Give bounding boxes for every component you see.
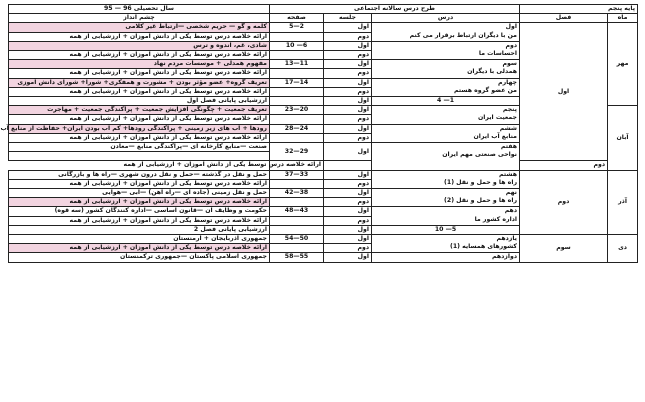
outlook-cell: شادی، غم، اندوه و ترس — [9, 41, 270, 50]
term-first: اول — [520, 23, 608, 161]
col-term: فصل — [520, 14, 608, 23]
page-cell: 20—23 — [270, 106, 324, 115]
outlook-cell: کلمه و گو — حریم شخصی —ارتباط غیر کلامی — [9, 23, 270, 32]
outlook-cell — [9, 152, 270, 161]
session-cell: دوم — [324, 51, 372, 60]
session-cell: اول — [324, 225, 372, 234]
term-second: دوم — [520, 170, 608, 234]
page-cell — [270, 97, 324, 106]
term-third: سوم — [520, 235, 608, 263]
table-row — [9, 161, 638, 170]
session-cell: اول — [324, 106, 372, 115]
lesson-3: سوم همدلی با دیگران — [372, 60, 520, 78]
outlook-cell: تعریف جمعیت + چگونگی افزایش جمعیت + پراکندگی جمعیت + مهاجرت — [9, 106, 270, 115]
outlook-cell: حکومت و وظایف آن —قانون اساسی —اداره کنندگان کشور (سه قوه) — [9, 207, 270, 216]
outlook-cell: ارائه خلاصه درس توسط یکی از دانش آموزان + ارزشیابی از همه — [9, 216, 270, 225]
session-cell: اول — [324, 189, 372, 198]
page-cell — [270, 69, 324, 78]
session-cell: دوم — [324, 87, 372, 96]
outlook-cell: تعریف گروه+ عضو مؤثر بودن + مشورت و همفکری+ شورا+ شورای دانش آموزی — [9, 78, 270, 87]
col-page: صفحه — [270, 14, 324, 23]
session-cell: دوم — [324, 133, 372, 142]
lesson-range-5-10: 5— 10 — [372, 225, 520, 234]
outlook-cell: ارائه خلاصه درس توسط یکی از دانش آموزان + ارزشیابی از همه — [270, 161, 324, 170]
outlook-cell: حمل و نقل در گذشته —حمل و نقل درون شهری —راه ها و بازرگانی — [9, 170, 270, 179]
session-cell: دوم — [324, 179, 372, 188]
lesson-6: ششم منابع آب ایران — [372, 124, 520, 142]
session-cell: دوم — [520, 161, 608, 170]
outlook-cell: رودها + آب های زیر زمینی + پراکندگی رودها+ کم آب بودن ایران+ حفاظت از منابع آب — [9, 124, 270, 133]
outlook-cell: ارزشیابی پایانی فصل 2 — [9, 225, 270, 234]
month-aban: آبان — [608, 106, 638, 170]
page-cell — [270, 216, 324, 225]
lesson-range-1-4: 1— 4 — [372, 97, 520, 106]
header-row-columns — [9, 14, 638, 23]
session-cell: دوم — [324, 244, 372, 253]
session-cell: دوم — [324, 198, 372, 207]
page-cell: 29—32 — [270, 143, 324, 161]
session-cell: اول — [324, 207, 372, 216]
page-cell — [270, 32, 324, 41]
page-cell — [270, 179, 324, 188]
page-cell — [270, 133, 324, 142]
outlook-cell: ارائه خلاصه درس توسط یکی از دانش آموزان + ارزشیابی از همه — [9, 244, 270, 253]
month-dey: دی — [608, 235, 638, 263]
session-cell: دوم — [324, 216, 372, 225]
outlook-cell: مفهوم همدلی + موسسات مردم نهاد — [9, 60, 270, 69]
table-row — [9, 23, 638, 32]
table-row — [9, 170, 638, 179]
outlook-cell: ارائه خلاصه درس توسط یکی از دانش آموزان + ارزشیابی از همه — [9, 198, 270, 207]
lesson-12: دوازدهم — [372, 253, 520, 262]
session-cell: اول — [324, 97, 372, 106]
col-month: ماه — [608, 14, 638, 23]
page-cell: 38—42 — [270, 189, 324, 198]
month-mehr: مهر — [608, 23, 638, 106]
page-cell: 14—17 — [270, 78, 324, 87]
col-outlook: چشم انداز — [9, 14, 270, 23]
session-cell: اول — [324, 235, 372, 244]
outlook-cell: ارائه خلاصه درس توسط یکی از دانش آموزان + ارزشیابی از همه — [9, 51, 270, 60]
session-cell: دوم — [324, 32, 372, 41]
outlook-cell: جمهوری اسلامی پاکستان —جمهوری ترکمنستان — [9, 253, 270, 262]
grade-label: پایه پنجم — [520, 5, 638, 14]
page-cell: 55—58 — [270, 253, 324, 262]
outlook-cell: ارائه خلاصه درس توسط یکی از دانش آموزان + ارزشیابی از همه — [9, 179, 270, 188]
col-session: جلسه — [324, 14, 372, 23]
session-cell: اول — [324, 23, 372, 32]
page-cell — [270, 244, 324, 253]
session-cell: اول — [324, 170, 372, 179]
lesson-11: یازدهم کشورهای همسایه (1) — [372, 235, 520, 253]
session-cell: دوم — [324, 115, 372, 124]
outlook-cell: حمل و نقل زمینی (جاده ای —راه آهن) —آبی —هوایی — [9, 189, 270, 198]
plan-title: طرح درس سالانه اجتماعی — [270, 5, 520, 14]
table-row — [9, 235, 638, 244]
session-cell: اول — [324, 253, 372, 262]
outlook-cell: جمهوری آذربایجان + ارمنستان — [9, 235, 270, 244]
lesson-4: چهارم من عضو گروه هستم — [372, 78, 520, 96]
lesson-1: اول من با دیگران ارتباط برقرار می کنم — [372, 23, 520, 41]
lesson-5: پنجم جمعیت ایران — [372, 106, 520, 124]
page-cell: 24—28 — [270, 124, 324, 133]
outlook-cell: ارزشیابی پایانی فصل اول — [9, 97, 270, 106]
page-cell — [270, 51, 324, 60]
header-row-top — [9, 5, 638, 14]
col-lesson: درس — [372, 14, 520, 23]
page-cell — [270, 198, 324, 207]
lesson-plan-table — [0, 4, 638, 263]
school-year: سال تحصیلی 96 — 95 — [9, 5, 270, 14]
session-cell: اول — [324, 124, 372, 133]
month-azar: آذر — [608, 170, 638, 234]
session-cell: اول — [324, 78, 372, 87]
lesson-9: نهم راه ها و حمل و نقل (2) — [372, 189, 520, 207]
page-cell: 6— 10 — [270, 41, 324, 50]
session-cell: اول — [324, 143, 372, 161]
lesson-2: دوم احساسات ما — [372, 41, 520, 59]
lesson-7: هفتم نواحی صنعتی مهم ایران — [372, 143, 520, 171]
outlook-cell: ارائه خلاصه درس توسط یکی از دانش آموزان + ارزشیابی از همه — [9, 32, 270, 41]
page-cell — [270, 87, 324, 96]
page-cell: 50—54 — [270, 235, 324, 244]
page-cell — [324, 161, 372, 170]
session-cell: اول — [324, 60, 372, 69]
session-cell: دوم — [324, 69, 372, 78]
page-cell — [270, 115, 324, 124]
lesson-8: هشتم راه ها و حمل و نقل (1) — [372, 170, 520, 188]
session-cell: اول — [324, 41, 372, 50]
outlook-cell: ارائه خلاصه درس توسط یکی از دانش آموزان + ارزشیابی از همه — [9, 69, 270, 78]
outlook-cell: ارائه خلاصه درس توسط یکی از دانش آموزان + ارزشیابی از همه — [9, 115, 270, 124]
page-cell: 33—37 — [270, 170, 324, 179]
page-cell — [270, 225, 324, 234]
page-cell: 11—13 — [270, 60, 324, 69]
outlook-cell: ارائه خلاصه درس توسط یکی از دانش آموزان + ارزشیابی از همه — [9, 133, 270, 142]
lesson-10: دهم اداره کشور ما — [372, 207, 520, 225]
outlook-cell: ارائه خلاصه درس توسط یکی از دانش آموزان + ارزشیابی از همه — [9, 87, 270, 96]
page-cell: 2—5 — [270, 23, 324, 32]
outlook-cell: صنعت —منابع کارخانه ای —پراکندگی منابع —معادن — [9, 143, 270, 152]
page-cell: 43—48 — [270, 207, 324, 216]
